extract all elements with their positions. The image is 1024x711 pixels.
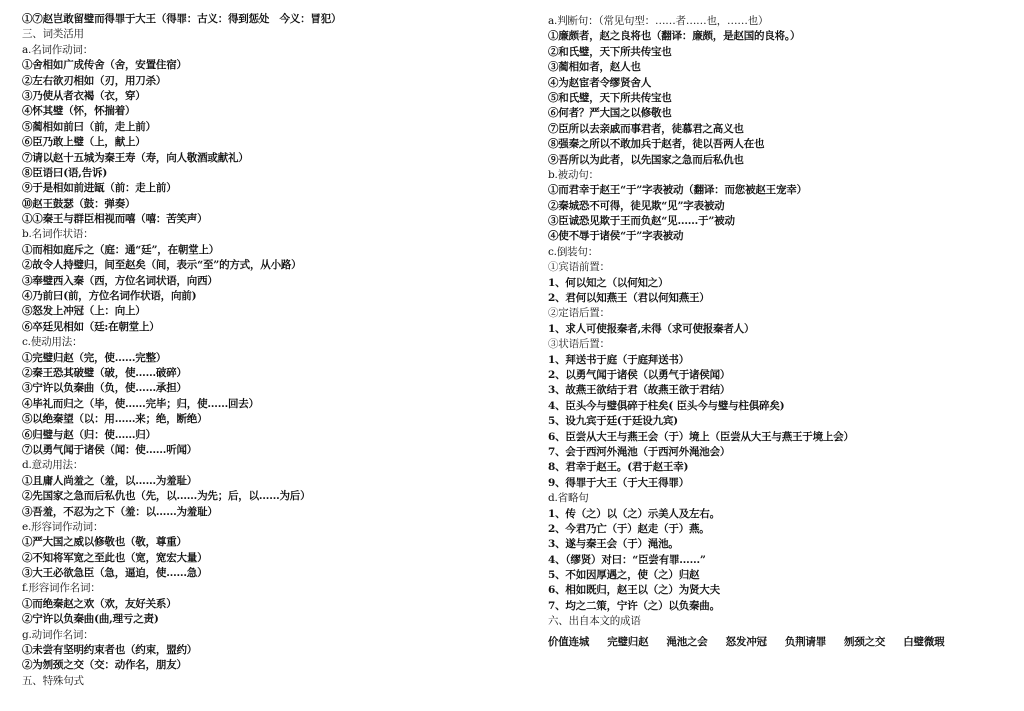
idiom-item: 渑池之会 [666, 635, 708, 648]
right-text-line: 1、拜送书于庭（于庭拜送书） [548, 353, 690, 366]
right-text-line: 1、传（之）以（之）示美人及左右。 [548, 507, 720, 520]
right-text-line: ⑨吾所以为此者，以先国家之急而后私仇也 [548, 153, 744, 166]
right-text-line: ⑤和氏璧，天下所共传宝也 [548, 91, 672, 104]
right-text-line: ②定语后置： [548, 307, 610, 320]
right-text-line: ③蔺相如者，赵人也 [548, 61, 641, 74]
left-text-line: ②左右欲刃相如（刃，用刀杀） [22, 74, 167, 87]
right-text-line: 7、会于西河外渑池（于西河外渑池会） [548, 445, 731, 458]
right-text-line: ①廉颇者，赵之良将也（翻译：廉颇，是赵国的良将。） [548, 30, 801, 43]
right-text-line: 3、遂与秦王会（于）渑池。 [548, 538, 679, 551]
right-text-line: 6、相如既归，赵王以（之）为贤大夫 [548, 584, 720, 597]
left-text-line: g.动词作名词： [22, 628, 94, 641]
left-text-line: ⑩赵王鼓瑟（鼓：弹奏） [22, 197, 136, 210]
left-text-line: ④乃前曰(前，方位名词作状语，向前) [22, 290, 197, 303]
idiom-item: 白璧微瑕 [903, 635, 945, 648]
left-text-line: ①严大国之威以修敬也（敬，尊重） [22, 536, 187, 549]
left-text-line: ②不知将军宽之至此也（宽，宽宏大量） [22, 551, 208, 564]
left-text-line: ④怀其璧（怀，怀揣着） [22, 105, 136, 118]
right-text-line: ②秦城恐不可得，徒见欺“见”字表被动 [548, 199, 725, 212]
left-text-line: ①而绝秦赵之欢（欢，友好关系） [22, 597, 177, 610]
right-text-line: 2、君何以知燕王（君以何知燕王） [548, 292, 710, 305]
left-text-line: a.名词作动词： [22, 43, 93, 56]
left-text-line: ①而相如庭斥之（庭：通“廷”，在朝堂上） [22, 243, 220, 256]
left-text-line: ②为刎颈之交（交：动作名，朋友） [22, 659, 187, 672]
right-text-line: 2、以勇气闻于诸侯（以勇气于诸侯闻） [548, 368, 731, 381]
left-text-line: ⑥臣乃敢上璧（上，献上） [22, 136, 146, 149]
right-text-line: ④为赵宦者令缪贤舍人 [548, 76, 651, 89]
left-text-line: ④毕礼而归之（毕，使……完毕；归，使……回去） [22, 397, 259, 410]
idiom-item: 怒发冲冠 [725, 635, 767, 648]
left-text-line: ①舍相如广成传舍（舍，安置住宿） [22, 59, 187, 72]
idiom-item: 完璧归赵 [607, 635, 649, 648]
left-text-line: ⑧臣语曰(语,告诉) [22, 166, 108, 179]
left-text-line: e.形容词作动词： [22, 520, 104, 533]
right-text-line: ①而君幸于赵王“于”字表被动（翻译：而您被赵王宠幸） [548, 184, 807, 197]
left-text-line: ⑤怒发上冲冠（上：向上） [22, 305, 146, 318]
right-text-line: ③臣诚恐见欺于王而负赵“见……于”被动 [548, 215, 735, 228]
left-text-line: ⑨于是相如前进缻（前：走上前） [22, 182, 177, 195]
left-text-line: ②故令人持璧归，间至赵矣（间，表示“至”的方式，从小路） [22, 259, 302, 272]
left-text-line: ③奉璧西入秦（西，方位名词状语，向西） [22, 274, 218, 287]
left-text-line: ⑤蔺相如前曰（前，走上前） [22, 120, 156, 133]
right-text-line: 8、君幸于赵王。(君于赵王幸) [548, 461, 689, 474]
left-text-line: ②先国家之急而后私仇也（先，以……为先；后，以……为后） [22, 490, 311, 503]
right-text-line: 7、均之二策，宁许（之）以负秦曲。 [548, 599, 720, 612]
idiom-item: 刎颈之交 [844, 635, 886, 648]
right-text-line: a.判断句：（常见句型：……者……也，……也） [548, 15, 769, 27]
right-text-line: 1、何以知之（以何知之） [548, 276, 669, 289]
right-text-line: ④使不辱于诸侯“于”字表被动 [548, 230, 684, 243]
left-column [22, 12, 522, 689]
left-text-line: ⑦请以赵十五城为秦王寿（寿，向人敬酒或献礼） [22, 151, 249, 164]
left-text-line: f.形容词作名词： [22, 582, 101, 595]
left-text-line: b.名词作状语： [22, 228, 94, 241]
left-text-line: ③宁许以负秦曲（负，使……承担） [22, 382, 187, 395]
left-text-line: ③吾羞，不忍为之下（羞：以……为羞耻） [22, 505, 218, 518]
left-text-line: ①⑦赵岂敢留璧而得罪于大王（得罪：古义：得到惩处 今义：冒犯） [22, 13, 342, 25]
right-text-line: 9、得罪于大王（于大王得罪） [548, 476, 690, 489]
right-text-line: 5、设九宾于廷(于廷设九宾) [548, 415, 678, 428]
left-text-line: ②宁许以负秦曲(曲,理亏之责) [22, 613, 159, 626]
right-text-line: 3、故燕王欲结于君（故燕王欲于君结） [548, 384, 731, 397]
left-text-line: ②秦王恐其破璧（破，使……破碎） [22, 366, 187, 379]
left-text-line: ③乃使从者衣褐（衣，穿） [22, 89, 146, 102]
idiom-item: 价值连城 [548, 635, 590, 648]
left-text-line: ①完璧归赵（完，使……完整） [22, 351, 167, 364]
right-text-line: d.省略句 [548, 492, 589, 505]
left-text-line: 三、词类活用 [22, 28, 84, 41]
idiom-list [548, 635, 1008, 650]
right-text-line: 六、出自本文的成语 [548, 615, 641, 628]
right-text-line: ①宾语前置： [548, 261, 610, 274]
left-text-line: ⑥归璧与赵（归：使……归） [22, 428, 156, 441]
left-text-line: 五、特殊句式 [22, 674, 84, 687]
left-text-line: ①①秦王与群臣相视而嘻（嘻：苦笑声） [22, 213, 208, 226]
left-text-line: ⑥卒廷见相如（廷:在朝堂上） [22, 320, 160, 333]
right-text-line: 5、不如因厚遇之，使（之）归赵 [548, 569, 700, 582]
right-text-line: ⑥何者？严大国之以修敬也 [548, 107, 672, 120]
idiom-item: 负荆请罪 [784, 635, 827, 648]
left-text-line: ⑦以勇气闻于诸侯（闻：使……听闻） [22, 443, 198, 456]
right-column [548, 14, 1008, 650]
right-text-line: 2、今君乃亡（于）赵走（于）燕。 [548, 522, 710, 535]
right-text-line: b.被动句： [548, 168, 599, 181]
right-text-line: ⑦臣所以去亲戚而事君者，徒慕君之高义也 [548, 122, 744, 135]
left-text-line: d.意动用法： [22, 459, 84, 472]
left-text-line: c.使动用法： [22, 336, 83, 349]
right-text-line: ②和氏璧，天下所共传宝也 [548, 45, 672, 58]
right-text-line: c.倒装句： [548, 245, 599, 258]
right-text-line: 4、（缪贤）对曰：“臣尝有罪……” [548, 553, 706, 566]
left-text-line: ①未尝有坚明约束者也（约束，盟约） [22, 644, 198, 657]
right-text-line: 1、求人可使报秦者,未得（求可使报秦者人） [548, 322, 755, 335]
left-text-line: ①且庸人尚羞之（羞，以……为羞耻） [22, 474, 198, 487]
left-text-line: ⑤以绝秦望（以：用……来；绝，断绝） [22, 413, 208, 426]
right-text-line: ③状语后置： [548, 338, 610, 351]
right-text-line: 6、臣尝从大王与燕王会（于）境上（臣尝从大王与燕王于境上会） [548, 430, 854, 443]
left-text-line: ③大王必欲急臣（急，逼迫，使……急） [22, 567, 208, 580]
right-text-line: ⑧强秦之所以不敢加兵于赵者，徒以吾两人在也 [548, 138, 765, 151]
right-text-line: 4、臣头今与璧俱碎于柱矣( 臣头今与璧与柱俱碎矣) [548, 399, 785, 412]
